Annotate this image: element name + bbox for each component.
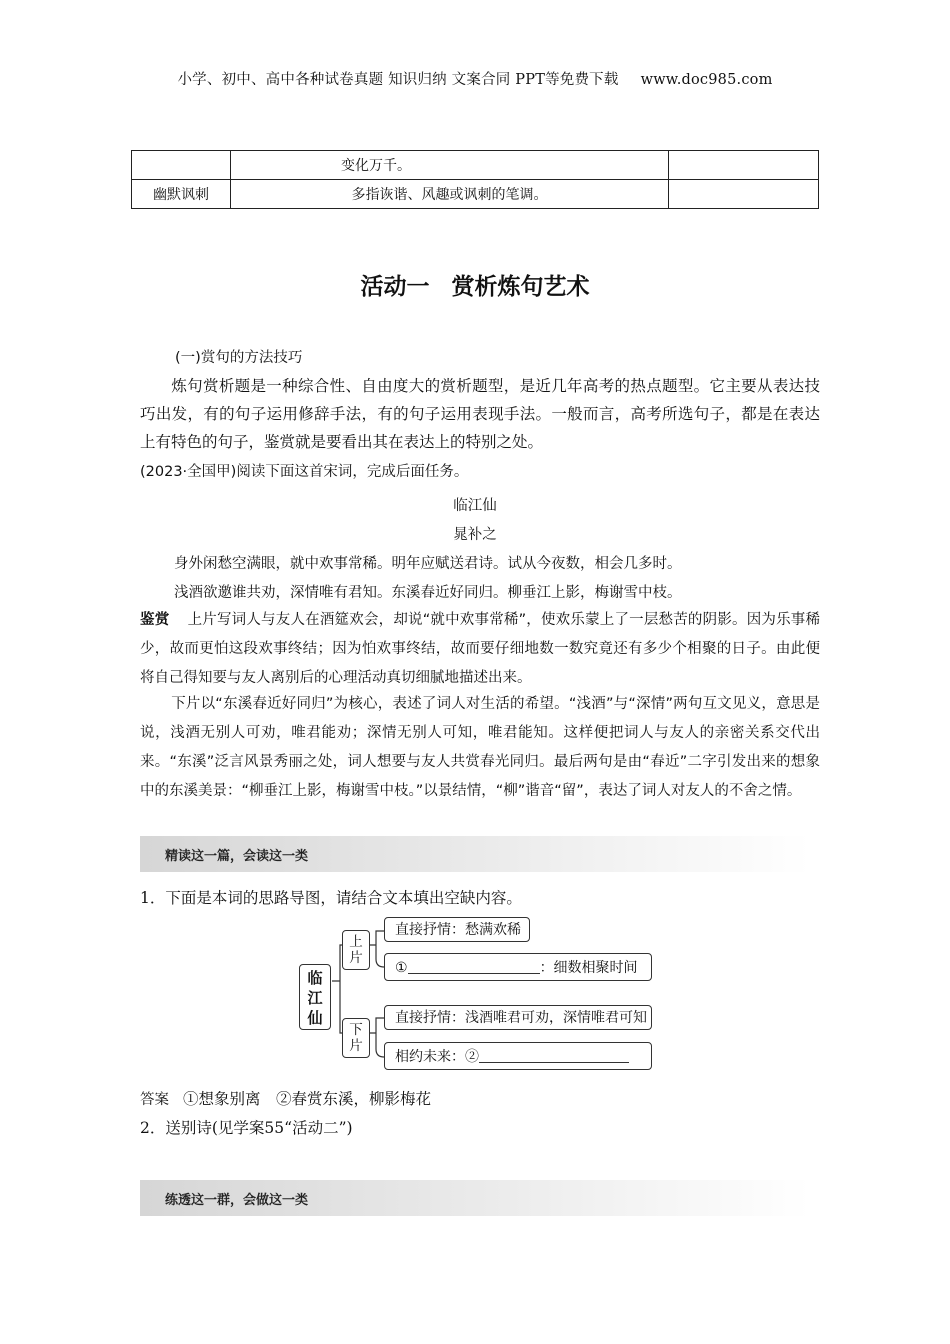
intro-paragraph — [140, 372, 820, 456]
connector-upper — [370, 931, 384, 967]
question-2-suffix: ) — [346, 1119, 353, 1137]
appreciation-text-2: 下片以“东溪春近好同归”为核心，表述了词人对生活的希望。“浅酒”与“深情”两句互文见义，意思是说，浅酒无别人可劝，唯君能劝；深情无别人可知，唯君能知。这样便把词人与友人的亲密关系交代出来。“东溪”泛言风景秀丽之处，词人想要与友人共赏春光同归。最后两句是由“春近”二字引发出来的想象中的东溪美景：“柳垂江上影，梅谢雪中枝。”以景结情，“柳”谐音“留”，表达了词人对友人的不舍之情。 — [140, 696, 820, 799]
band-practice-label: 练透这一群，会做这一类 — [165, 1193, 309, 1208]
section-heading: (一)赏句的方法技巧 — [175, 350, 303, 366]
intro-text: 炼句赏析题是一种综合性、自由度大的赏析题型，是近几年高考的热点题型。它主要从表达技巧出发，有的句子运用修辞手法，有的句子运用表现手法。一般而言，高考所选句子，都是在表达上有特色的句子，鉴赏就是要看出其在表达上的特别之处。 — [140, 377, 820, 451]
title-part1: 活动一 — [360, 274, 430, 300]
table-cell: 变化万千。 — [231, 151, 669, 180]
appreciation-text-1: 上片写词人与友人在酒筵欢会，却说“就中欢事常稀”，使欢乐蒙上了一层愁苦的阴影。因为乐事稀少，故而更怕这段欢事终结；因为怕欢事终结，故而要仔细地数一数究竟还有多少个相聚的日子。由此便将自己得知要与友人离别后的心理活动真切细腻地描述出来。 — [140, 612, 820, 686]
band-read-label: 精读这一篇，会读这一类 — [165, 849, 309, 864]
table-cell — [132, 151, 231, 180]
table-cell: 多指诙谐、风趣或讽刺的笔调。 — [231, 180, 669, 209]
upper-item-2 — [384, 953, 652, 981]
answer-text: ①想象别离 ②春赏东溪，柳影梅花 — [183, 1090, 432, 1108]
connector-root — [332, 945, 342, 1033]
page-header — [0, 68, 950, 89]
blank-line-1 — [408, 957, 540, 974]
appreciation-label: 鉴赏 — [140, 612, 170, 628]
question-1: 1．下面是本词的思路导图，请结合文本填出空缺内容。 — [140, 889, 522, 907]
section-band-read — [140, 836, 810, 872]
lower-item-2-text: 相约未来：② — [395, 1049, 479, 1065]
lower-item-1: 直接抒情：浅酒唯君可劝，深情唯君可知 — [384, 1005, 652, 1030]
appreciation-paragraph-2 — [140, 690, 820, 806]
mind-map-root — [299, 964, 331, 1030]
poem-author: 晁补之 — [453, 527, 497, 543]
poem-line-1: 身外闲愁空满眼，就中欢事常稀。明年应赋送君诗。试从今夜数，相会几多时。 — [174, 556, 682, 572]
blank-marker-1: ① — [395, 960, 408, 976]
table-row — [132, 180, 819, 209]
task-line: (2023·全国甲)阅读下面这首宋词，完成后面任务。 — [140, 464, 469, 480]
page-title — [0, 268, 950, 301]
blank-line-2 — [479, 1046, 629, 1063]
question-2-prefix: 2．送别诗( — [140, 1119, 218, 1137]
appreciation-paragraph-1 — [140, 606, 820, 693]
poem-title: 临江仙 — [453, 498, 497, 514]
header-url[interactable]: www.doc985.com — [640, 72, 773, 88]
mind-map-lower — [342, 1018, 370, 1058]
mind-map-upper-label: 上片 — [349, 934, 363, 966]
upper-item-1: 直接抒情：愁满欢稀 — [384, 917, 530, 942]
mind-map-lower-label: 下片 — [349, 1022, 363, 1054]
table-cell — [669, 180, 819, 209]
question-2 — [140, 1116, 353, 1138]
connector-lower — [370, 1018, 384, 1057]
mind-map-root-label: 临江仙 — [307, 969, 323, 1027]
mind-map-upper — [342, 930, 370, 970]
lower-item-2 — [384, 1042, 652, 1070]
poem-line-2: 浅酒欲邀谁共劝，深情唯有君知。东溪春近好同归。柳垂江上影，梅谢雪中枝。 — [174, 585, 682, 601]
definition-table — [131, 150, 819, 209]
question-2-link[interactable]: 见学案55“活动二” — [217, 1119, 347, 1137]
table-row — [132, 151, 819, 180]
header-text: 小学、初中、高中各种试卷真题 知识归纳 文案合同 PPT等免费下载 — [177, 72, 619, 88]
title-part2: 赏析炼句艺术 — [451, 274, 590, 300]
answer-label: 答案 — [140, 1092, 169, 1108]
table-cell — [669, 151, 819, 180]
upper-item-2-text: ：细数相聚时间 — [539, 960, 638, 976]
answer-line — [140, 1087, 431, 1109]
table-cell: 幽默讽刺 — [132, 180, 231, 209]
section-band-practice — [140, 1180, 810, 1216]
